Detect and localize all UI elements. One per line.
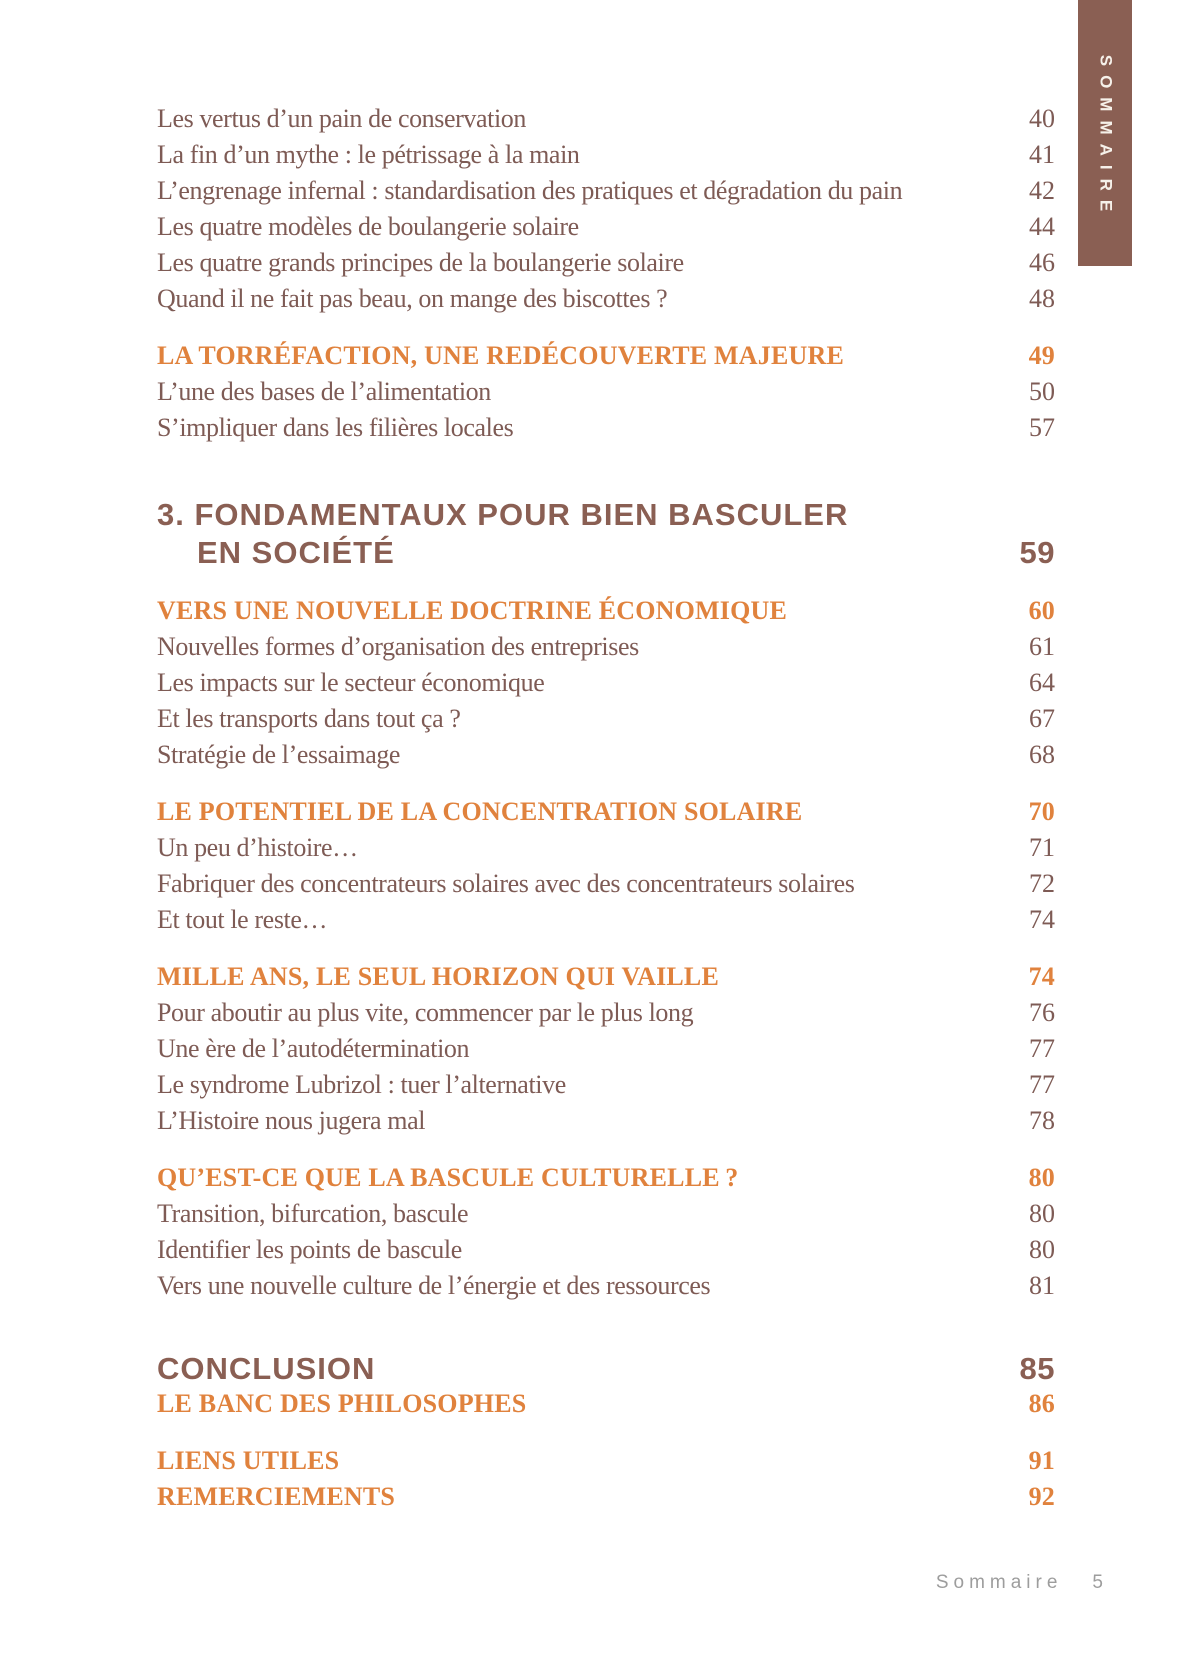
toc-item-label: Fabriquer des concentrateurs solaires avec des concentrateurs solaires: [157, 869, 855, 898]
toc-page-number: 41: [1029, 140, 1055, 169]
toc-page-number: 91: [1028, 1446, 1055, 1475]
toc-page-number: 72: [1029, 869, 1055, 898]
footer-section-label: Sommaire: [935, 1572, 1063, 1593]
toc-section-row: [157, 1443, 1055, 1479]
toc-item-label: Les impacts sur le secteur économique: [157, 668, 545, 697]
toc-entry-row: [157, 245, 1055, 281]
toc-page-number: 81: [1029, 1271, 1055, 1300]
toc-page-number: 67: [1029, 704, 1055, 733]
toc-entry-row: [157, 1232, 1055, 1268]
toc-section-row: [157, 959, 1055, 995]
toc-page-number: 77: [1029, 1034, 1055, 1063]
toc-page-number: 71: [1029, 833, 1055, 862]
toc-entry-row: [157, 701, 1055, 737]
toc-item-label: LE POTENTIEL DE LA CONCENTRATION SOLAIRE: [157, 797, 803, 826]
toc-entry-row: [157, 281, 1055, 317]
toc-entry-row: [157, 737, 1055, 773]
toc-item-label: L’engrenage infernal : standardisation des pratiques et dégradation du pain: [157, 176, 903, 205]
toc-entry-row: [157, 101, 1055, 137]
chapter-heading-row: [157, 496, 1055, 572]
toc-item-label: Stratégie de l’essaimage: [157, 740, 401, 769]
toc-item-label: LA TORRÉFACTION, UNE REDÉCOUVERTE MAJEURE: [157, 341, 844, 370]
toc-page-number: 77: [1029, 1070, 1055, 1099]
sommaire-tab: [1078, 0, 1132, 266]
toc-entry-row: [157, 1196, 1055, 1232]
toc-page-number: 61: [1029, 632, 1055, 661]
toc-page-number: 68: [1029, 740, 1055, 769]
toc-item-label: L’une des bases de l’alimentation: [157, 377, 491, 406]
toc-section-row: [157, 338, 1055, 374]
toc-section-row: [157, 1386, 1055, 1422]
chapter-title-line1: FONDAMENTAUX POUR BIEN BASCULER: [194, 497, 849, 532]
footer-page-number: 5: [1092, 1572, 1103, 1593]
toc-item-label: LIENS UTILES: [157, 1446, 340, 1475]
toc-item-label: Transition, bifurcation, bascule: [157, 1199, 469, 1228]
toc-section-row: [157, 794, 1055, 830]
toc-page-number: 49: [1028, 341, 1055, 370]
toc-page-number: 50: [1029, 377, 1055, 406]
toc-page-number: 42: [1029, 176, 1055, 205]
chapter-title-line2: EN SOCIÉTÉ: [197, 535, 395, 570]
toc-page-number: 70: [1028, 797, 1055, 826]
toc-entry-row: [157, 209, 1055, 245]
toc-page-number: 57: [1029, 413, 1055, 442]
toc-entry-row: [157, 665, 1055, 701]
toc-page-number: 86: [1028, 1389, 1055, 1418]
conclusion-heading-row: [157, 1352, 1055, 1386]
toc-page-number: 80: [1029, 1235, 1055, 1264]
toc-item-label: Une ère de l’autodétermination: [157, 1034, 470, 1063]
toc-page-number: 44: [1029, 212, 1055, 241]
toc-item-label: Les quatre modèles de boulangerie solaire: [157, 212, 579, 241]
toc-entry-row: [157, 629, 1055, 665]
toc-item-label: L’Histoire nous jugera mal: [157, 1106, 426, 1135]
toc-page-number: 80: [1029, 1199, 1055, 1228]
toc-item-label: VERS UNE NOUVELLE DOCTRINE ÉCONOMIQUE: [157, 596, 788, 625]
toc-entry-row: [157, 137, 1055, 173]
toc-entry-row: [157, 1103, 1055, 1139]
toc-page-number: 92: [1028, 1482, 1055, 1511]
toc-item-label: REMERCIEMENTS: [157, 1482, 396, 1511]
toc-item-label: Le syndrome Lubrizol : tuer l’alternative: [157, 1070, 566, 1099]
toc-item-label: CONCLUSION: [157, 1351, 376, 1386]
toc-page-number: 60: [1028, 596, 1055, 625]
toc-list: [157, 101, 1055, 1515]
toc-item-label: Les quatre grands principes de la boulangerie solaire: [157, 248, 684, 277]
toc-page-number: 64: [1029, 668, 1055, 697]
toc-item-label: MILLE ANS, LE SEUL HORIZON QUI VAILLE: [157, 962, 720, 991]
toc-item-label: Et les transports dans tout ça ?: [157, 704, 461, 733]
toc-page-number: 40: [1029, 104, 1055, 133]
toc-item-label: Pour aboutir au plus vite, commencer par le plus long: [157, 998, 694, 1027]
toc-page-number: 80: [1028, 1163, 1055, 1192]
toc-item-label: Un peu d’histoire…: [157, 833, 358, 862]
toc-entry-row: [157, 830, 1055, 866]
toc-page-number: 78: [1029, 1106, 1055, 1135]
toc-item-label: LE BANC DES PHILOSOPHES: [157, 1389, 527, 1418]
toc-page-number: 59: [1019, 535, 1055, 570]
toc-item-label: Et tout le reste…: [157, 905, 328, 934]
toc-item-label: Nouvelles formes d’organisation des entreprises: [157, 632, 639, 661]
toc-entry-row: [157, 902, 1055, 938]
toc-page-number: 76: [1029, 998, 1055, 1027]
toc-item-label: QU’EST-CE QUE LA BASCULE CULTURELLE ?: [157, 1163, 739, 1192]
toc-item-label: La fin d’un mythe : le pétrissage à la main: [157, 140, 580, 169]
chapter-title: [157, 496, 868, 572]
toc-section-row: [157, 1160, 1055, 1196]
toc-page-number: 46: [1029, 248, 1055, 277]
toc-item-label: Quand il ne fait pas beau, on mange des biscottes ?: [157, 284, 668, 313]
toc-entry-row: [157, 1031, 1055, 1067]
sommaire-tab-label: SOMMAIRE: [1096, 54, 1115, 221]
toc-entry-row: [157, 173, 1055, 209]
toc-item-label: S’impliquer dans les filières locales: [157, 413, 514, 442]
toc-item-label: Identifier les points de bascule: [157, 1235, 462, 1264]
toc-entry-row: [157, 866, 1055, 902]
toc-section-row: [157, 1479, 1055, 1515]
toc-entry-row: [157, 1268, 1055, 1304]
toc-entry-row: [157, 995, 1055, 1031]
page-footer: [936, 1572, 1103, 1594]
toc-item-label: Les vertus d’un pain de conservation: [157, 104, 526, 133]
toc-page-number: 85: [1019, 1351, 1055, 1386]
toc-entry-row: [157, 1067, 1055, 1103]
toc-entry-row: [157, 410, 1055, 446]
toc-page-number: 48: [1029, 284, 1055, 313]
toc-section-row: [157, 593, 1055, 629]
toc-entry-row: [157, 374, 1055, 410]
toc-page-number: 74: [1028, 962, 1055, 991]
toc-item-label: Vers une nouvelle culture de l’énergie et des ressources: [157, 1271, 711, 1300]
toc-page-number: 74: [1029, 905, 1055, 934]
chapter-number: 3.: [157, 497, 185, 532]
